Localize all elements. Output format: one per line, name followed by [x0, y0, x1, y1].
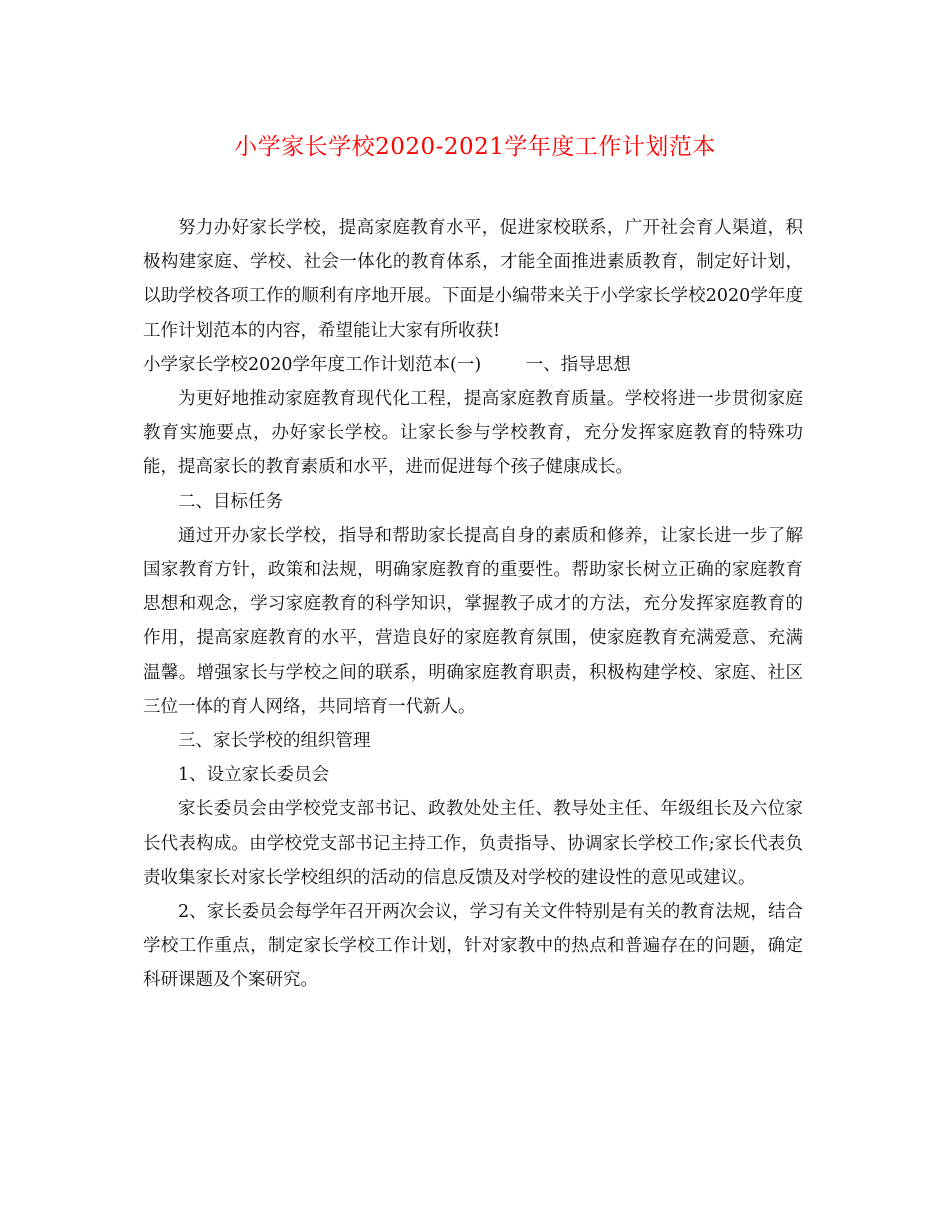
subtitle-and-section-heading: 小学家长学校2020学年度工作计划范本(一) 一、指导思想: [143, 354, 631, 375]
document-body: [143, 211, 803, 998]
body-paragraph: 为更好地推动家庭教育现代化工程，提高家庭教育质量。学校将进一步贯彻家庭教育实施要点，办好家长学校。让家长参与学校教育，充分发挥家庭教育的特殊功能，提高家长的教育素质和水平，进而促进每个孩子健康成长。: [143, 389, 803, 478]
body-paragraph: 通过开办家长学校，指导和帮助家长提高自身的素质和修养，让家长进一步了解国家教育方针，政策和法规，明确家庭教育的重要性。帮助家长树立正确的家庭教育思想和观念，学习家庭教育的科学知识，掌握教子成才的方法，充分发挥家庭教育的作用，提高家庭教育的水平，营造良好的家庭教育氛围，使家庭教育充满爱意、充满温馨。增强家长与学校之间的联系，明确家庭教育职责，积极构建学校、家庭、社区三位一体的育人网络，共同培育一代新人。: [143, 525, 803, 717]
intro-paragraph: 努力办好家长学校，提高家庭教育水平，促进家校联系，广开社会育人渠道，积极构建家庭、学校、社会一体化的教育体系，才能全面推进素质教育，制定好计划，以助学校各项工作的顺利有序地开展。下面是小编带来关于小学家长学校2020学年度工作计划范本的内容，希望能让大家有所收获!: [143, 218, 803, 341]
section-heading: 二、目标任务: [178, 491, 283, 512]
subsection-heading: 1、设立家长委员会: [178, 765, 330, 786]
body-paragraph: 家长委员会由学校党支部书记、政教处处主任、教导处主任、年级组长及六位家长代表构成。由学校党支部书记主持工作，负责指导、协调家长学校工作;家长代表负责收集家长对家长学校组织的活动的信息反馈及对学校的建设性的意见或建议。: [143, 799, 803, 888]
body-paragraph: 2、家长委员会每学年召开两次会议，学习有关文件特别是有关的教育法规，结合学校工作重点，制定家长学校工作计划，针对家教中的热点和普遍存在的问题，确定科研课题及个案研究。: [143, 902, 803, 991]
document-title: 小学家长学校2020-2021学年度工作计划范本: [234, 134, 716, 160]
section-heading: 三、家长学校的组织管理: [178, 731, 371, 752]
